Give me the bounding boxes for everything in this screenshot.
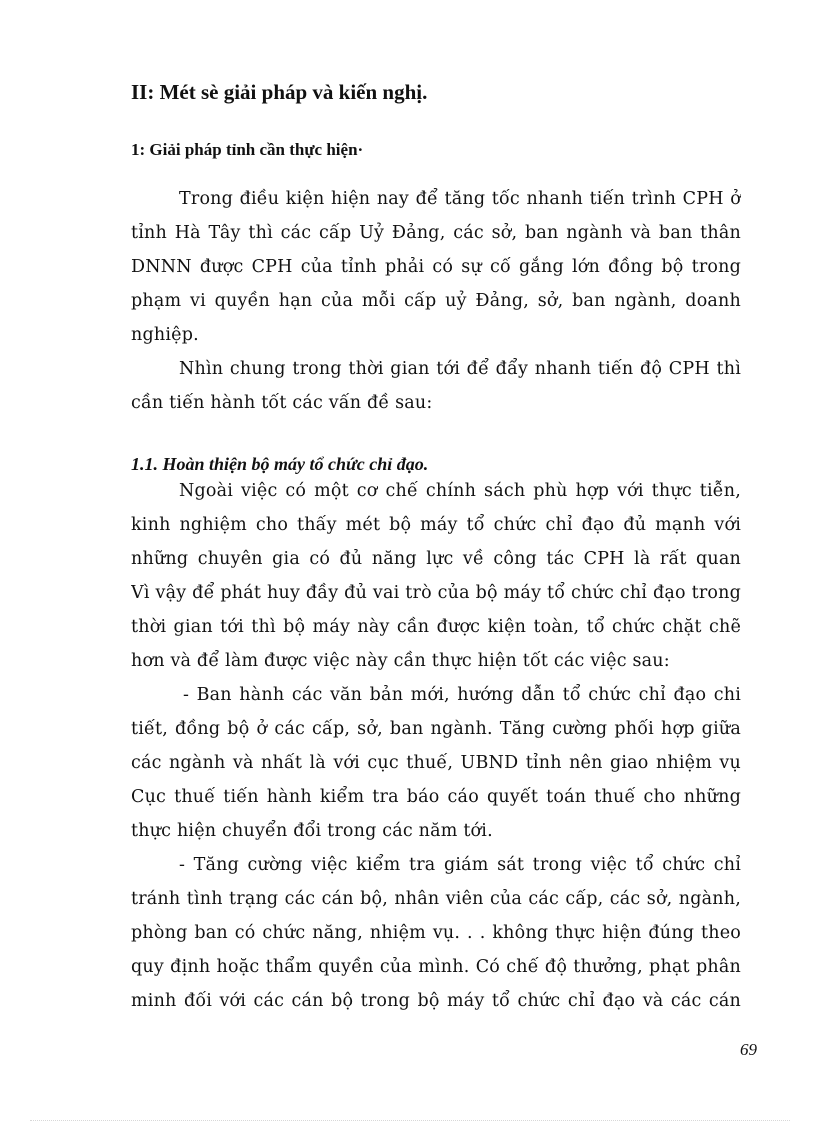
text-line: Vì vậy để phát huy đầy đủ vai trò của bộ máy tổ chức chỉ đạo trong [131,583,741,603]
text-line: Trong điều kiện hiện nay để tăng tốc nhanh tiến trình CPH ở [179,189,741,209]
text-line: Cục thuế tiến hành kiểm tra báo cáo quyết toán thuế cho những [131,787,741,807]
page-number: 69 [740,1040,757,1059]
section-heading: II: Mét sè giải pháp và kiến nghị. [131,80,428,104]
text-line: Nhìn chung trong thời gian tới để đẩy nhanh tiến độ CPH thì [179,359,741,379]
text-line: nghiệp. [131,325,199,345]
intro-paragraph [131,182,741,420]
text-line: các ngành và nhất là với cục thuế, UBND tỉnh nên giao nhiệm vụ [131,753,741,773]
text-line: Ngoài việc có một cơ chế chính sách phù hợp với thực tiễn, [179,481,741,501]
text-line: tránh tình trạng các cán bộ, nhân viên của các cấp, các sở, ngành, [131,889,741,909]
page-bottom-divider [30,1120,790,1121]
body-paragraph [131,474,741,1018]
text-line: phòng ban có chức năng, nhiệm vụ. . . không thực hiện đúng theo [131,923,741,943]
text-line: hơn và để làm được việc này cần thực hiện tốt các việc sau: [131,651,670,671]
subsubsection-heading: 1.1. Hoàn thiện bộ máy tổ chức chỉ đạo. [131,454,429,474]
bullet-line: - Tăng cường việc kiểm tra giám sát trong việc tổ chức chỉ [179,855,741,875]
text-line: thời gian tới thì bộ máy này cần được kiện toàn, tổ chức chặt chẽ [131,617,741,637]
subsection-heading: 1: Giải pháp tỉnh cần thực hiện· [131,140,364,159]
text-line: minh đối với các cán bộ trong bộ máy tổ chức chỉ đạo và các cán [131,991,741,1011]
text-line: tiết, đồng bộ ở các cấp, sở, ban ngành. Tăng cường phối hợp giữa [131,719,741,739]
text-line: quy định hoặc thẩm quyền của mình. Có chế độ thưởng, phạt phân [131,957,741,977]
text-line: kinh nghiệm cho thấy mét bộ máy tổ chức chỉ đạo đủ mạnh với [131,515,741,535]
text-line: tỉnh Hà Tây thì các cấp Uỷ Đảng, các sở, ban ngành và ban thân [131,223,741,243]
text-line: cần tiến hành tốt các vấn đề sau: [131,393,433,413]
text-line: thực hiện chuyển đổi trong các năm tới. [131,821,493,841]
text-line: DNNN được CPH của tỉnh phải có sự cố gắng lớn đồng bộ trong [131,257,741,277]
text-line: những chuyên gia có đủ năng lực về công tác CPH là rất quan [131,549,741,569]
bullet-line: - Ban hành các văn bản mới, hướng dẫn tổ chức chỉ đạo chi [183,685,741,705]
text-line: phạm vi quyền hạn của mỗi cấp uỷ Đảng, sở, ban ngành, doanh [131,291,741,311]
